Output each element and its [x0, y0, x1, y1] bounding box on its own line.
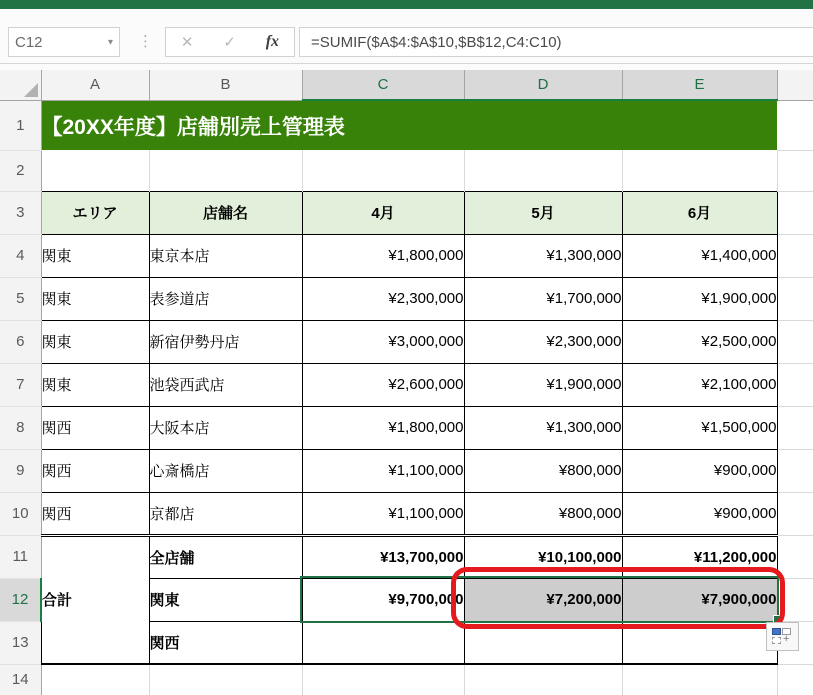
empty-cell[interactable]	[777, 664, 813, 695]
cell-E12-selected[interactable]: ¥7,900,000	[622, 578, 777, 621]
cell-B10[interactable]: 京都店	[149, 492, 302, 535]
row-header-6[interactable]: 6	[0, 320, 41, 363]
autofill-options-icon	[772, 628, 793, 645]
cell-D9[interactable]: ¥800,000	[464, 449, 622, 492]
cell-C3[interactable]: 4月	[302, 191, 464, 234]
row-header-3[interactable]: 3	[0, 191, 41, 234]
cell-C7[interactable]: ¥2,600,000	[302, 363, 464, 406]
autofill-icon-plus: +	[783, 633, 790, 645]
row-header-5[interactable]: 5	[0, 277, 41, 320]
cell-E14[interactable]	[622, 664, 777, 695]
row-header-4[interactable]: 4	[0, 234, 41, 277]
cell-B5[interactable]: 表参道店	[149, 277, 302, 320]
cancel-icon[interactable]: ✕	[180, 34, 194, 51]
cell-B13[interactable]: 関西	[149, 621, 302, 664]
column-header-C[interactable]: C	[302, 70, 464, 100]
cell-E9[interactable]: ¥900,000	[622, 449, 777, 492]
cell-B12[interactable]: 関東	[149, 578, 302, 621]
row-header-7[interactable]: 7	[0, 363, 41, 406]
cell-A3[interactable]: エリア	[41, 191, 149, 234]
empty-cell[interactable]	[777, 492, 813, 535]
empty-cell[interactable]	[777, 100, 813, 150]
select-all-button[interactable]	[0, 70, 41, 100]
cell-B3[interactable]: 店舗名	[149, 191, 302, 234]
cell-C14[interactable]	[302, 664, 464, 695]
cell-D11[interactable]: ¥10,100,000	[464, 535, 622, 578]
cell-C11[interactable]: ¥13,700,000	[302, 535, 464, 578]
empty-cell[interactable]	[777, 150, 813, 191]
cell-B6[interactable]: 新宿伊勢丹店	[149, 320, 302, 363]
cell-C13[interactable]	[302, 621, 464, 664]
cell-D5[interactable]: ¥1,700,000	[464, 277, 622, 320]
cell-E8[interactable]: ¥1,500,000	[622, 406, 777, 449]
ribbon-strip	[0, 0, 813, 9]
column-header-B[interactable]: B	[149, 70, 302, 100]
column-header-A[interactable]: A	[41, 70, 149, 100]
formula-buttons-group	[165, 27, 295, 57]
row-header-2[interactable]: 2	[0, 150, 41, 191]
row-header-1[interactable]: 1	[0, 100, 41, 150]
cell-D4[interactable]: ¥1,300,000	[464, 234, 622, 277]
autofill-icon-dashed-cell	[772, 637, 781, 644]
cell-E11[interactable]: ¥11,200,000	[622, 535, 777, 578]
cell-C8[interactable]: ¥1,800,000	[302, 406, 464, 449]
cell-D8[interactable]: ¥1,300,000	[464, 406, 622, 449]
cell-A2[interactable]	[41, 150, 149, 191]
name-box-dropdown-icon[interactable]: ▾	[107, 36, 113, 48]
row-header-8[interactable]: 8	[0, 406, 41, 449]
cell-A9[interactable]: 関西	[41, 449, 149, 492]
formula-bar-grip-dots-icon: ⋮	[138, 33, 153, 50]
cell-A11-merged-total-label[interactable]: 合計	[41, 535, 149, 664]
empty-cell[interactable]	[777, 234, 813, 277]
formula-text: =SUMIF($A$4:$A$10,$B$12,C4:C10)	[311, 33, 562, 51]
insert-function-icon[interactable]: fx	[265, 33, 280, 50]
name-box-value: C12	[15, 33, 43, 51]
row-header-13[interactable]: 13	[0, 621, 41, 664]
row-header-9[interactable]: 9	[0, 449, 41, 492]
cell-A14[interactable]	[41, 664, 149, 695]
select-all-triangle-icon	[24, 83, 38, 97]
cell-A8[interactable]: 関西	[41, 406, 149, 449]
cell-D14[interactable]	[464, 664, 622, 695]
cell-E4[interactable]: ¥1,400,000	[622, 234, 777, 277]
cell-B11[interactable]: 全店舗	[149, 535, 302, 578]
formula-bar-divider	[0, 63, 813, 64]
empty-cell[interactable]	[777, 449, 813, 492]
cell-A5[interactable]: 関東	[41, 277, 149, 320]
cell-B4[interactable]: 東京本店	[149, 234, 302, 277]
row-header-10[interactable]: 10	[0, 492, 41, 535]
row-header-14[interactable]: 14	[0, 664, 41, 695]
empty-cell[interactable]	[777, 406, 813, 449]
row-header-12[interactable]: 12	[0, 578, 41, 621]
cell-D7[interactable]: ¥1,900,000	[464, 363, 622, 406]
cell-D12-selected[interactable]: ¥7,200,000	[464, 578, 622, 621]
autofill-options-button[interactable]	[766, 622, 799, 651]
formula-input[interactable]	[299, 27, 813, 57]
cell-C12-active[interactable]: ¥9,700,000	[302, 578, 464, 621]
cell-A7[interactable]: 関東	[41, 363, 149, 406]
cell-C2[interactable]	[302, 150, 464, 191]
cell-B9[interactable]: 心斎橋店	[149, 449, 302, 492]
autofill-icon-blue-cell	[772, 628, 781, 635]
cell-A6[interactable]: 関東	[41, 320, 149, 363]
cell-D10[interactable]: ¥800,000	[464, 492, 622, 535]
empty-cell[interactable]	[777, 320, 813, 363]
cell-B8[interactable]: 大阪本店	[149, 406, 302, 449]
cell-C6[interactable]: ¥3,000,000	[302, 320, 464, 363]
column-header-E[interactable]: E	[622, 70, 777, 100]
cell-E6[interactable]: ¥2,500,000	[622, 320, 777, 363]
name-box[interactable]	[8, 27, 120, 57]
cell-C5[interactable]: ¥2,300,000	[302, 277, 464, 320]
cell-B7[interactable]: 池袋西武店	[149, 363, 302, 406]
empty-cell[interactable]	[777, 191, 813, 234]
cell-C4[interactable]: ¥1,800,000	[302, 234, 464, 277]
cell-C9[interactable]: ¥1,100,000	[302, 449, 464, 492]
empty-cell[interactable]	[777, 535, 813, 578]
cell-E5[interactable]: ¥1,900,000	[622, 277, 777, 320]
cell-E10[interactable]: ¥900,000	[622, 492, 777, 535]
cell-D3[interactable]: 5月	[464, 191, 622, 234]
formula-bar-row	[0, 9, 813, 70]
cell-A1-title[interactable]: 【20XX年度】店舗別売上管理表	[41, 100, 777, 150]
cell-D6[interactable]: ¥2,300,000	[464, 320, 622, 363]
row-header-11[interactable]: 11	[0, 535, 41, 578]
empty-cell[interactable]	[777, 277, 813, 320]
empty-cell[interactable]	[777, 363, 813, 406]
cell-D2[interactable]	[464, 150, 622, 191]
column-header-D[interactable]: D	[464, 70, 622, 100]
column-header-filler[interactable]	[777, 70, 813, 100]
cell-A10[interactable]: 関西	[41, 492, 149, 535]
cell-E3[interactable]: 6月	[622, 191, 777, 234]
annotation-red-circle	[451, 567, 785, 629]
enter-icon[interactable]: ✓	[223, 34, 236, 51]
cell-C10[interactable]: ¥1,100,000	[302, 492, 464, 535]
cell-E2[interactable]	[622, 150, 777, 191]
cell-E7[interactable]: ¥2,100,000	[622, 363, 777, 406]
cell-B2[interactable]	[149, 150, 302, 191]
cell-A4[interactable]: 関東	[41, 234, 149, 277]
cell-B14[interactable]	[149, 664, 302, 695]
